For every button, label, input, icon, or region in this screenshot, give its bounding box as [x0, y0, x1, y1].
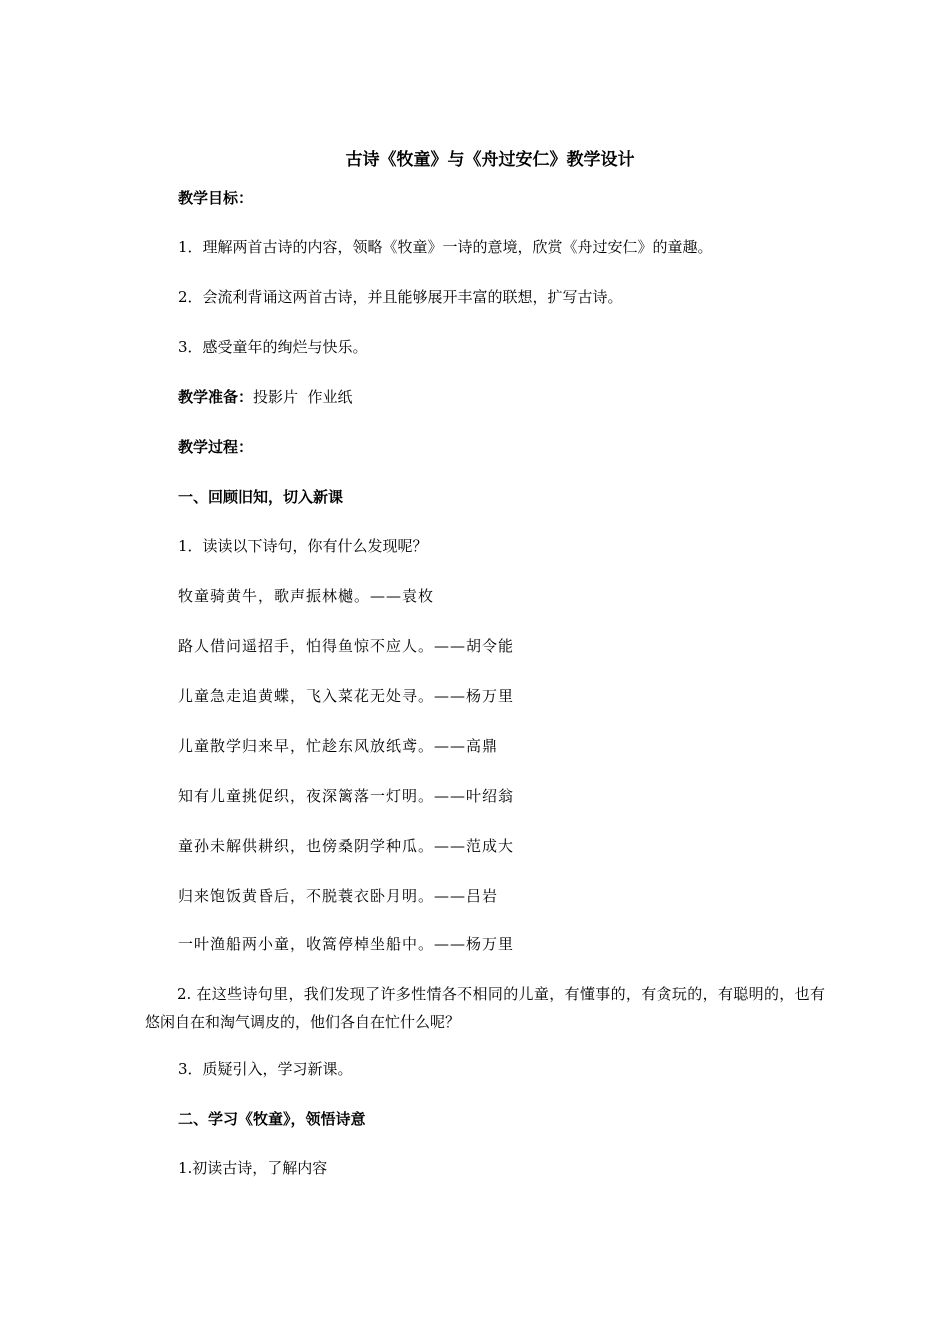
- section1-step2: 2. 在这些诗句里，我们发现了许多性情各不相同的儿童，有懂事的，有贪玩的，有聪明的，也有悠闲自在和淘气调皮的，他们各自在忙什么呢？: [145, 985, 825, 1031]
- objective-item-2: 2．会流利背诵这两首古诗，并且能够展开丰富的联想，扩写古诗。: [178, 288, 623, 306]
- poem-line-4: 儿童散学归来早，忙趁东风放纸鸢。——高鼎: [178, 737, 499, 755]
- objectives-heading: 教学目标：: [178, 189, 254, 207]
- poem-line-1: 牧童骑黄牛，歌声振林樾。——袁枚: [178, 587, 435, 605]
- section1-heading: 一、回顾旧知，切入新课: [178, 488, 344, 506]
- preparation-heading: 教学准备：: [178, 388, 254, 406]
- poem-line-6: 童孙未解供耕织，也傍桑阴学种瓜。——范成大: [178, 837, 515, 855]
- poem-line-7: 归来饱饭黄昏后，不脱蓑衣卧月明。——吕岩: [178, 887, 499, 905]
- poem-line-2: 路人借问遥招手，怕得鱼惊不应人。——胡令能: [178, 637, 515, 655]
- objective-item-1: 1．理解两首古诗的内容，领略《牧童》一诗的意境，欣赏《舟过安仁》的童趣。: [178, 238, 713, 256]
- poem-line-5: 知有儿童挑促织，夜深篱落一灯明。——叶绍翁: [178, 787, 515, 805]
- objective-item-3: 3．感受童年的绚烂与快乐。: [178, 338, 368, 356]
- section2-step1: 1.初读古诗，了解内容: [178, 1159, 328, 1177]
- poem-line-8: 一叶渔船两小童，收篙停棹坐船中。——杨万里: [178, 935, 515, 953]
- poem-line-3: 儿童急走追黄蝶，飞入菜花无处寻。——杨万里: [178, 687, 515, 705]
- section1-step3: 3．质疑引入，学习新课。: [178, 1060, 353, 1078]
- process-heading: 教学过程：: [178, 438, 254, 456]
- section1-step1: 1．读读以下诗句，你有什么发现呢？: [178, 537, 428, 555]
- document-title: 古诗《牧童》与《舟过安仁》教学设计: [345, 150, 635, 170]
- preparation-text: 投影片 作业纸: [253, 388, 353, 406]
- preparation-line: [178, 386, 353, 408]
- section2-heading: 二、学习《牧童》，领悟诗意: [178, 1110, 366, 1128]
